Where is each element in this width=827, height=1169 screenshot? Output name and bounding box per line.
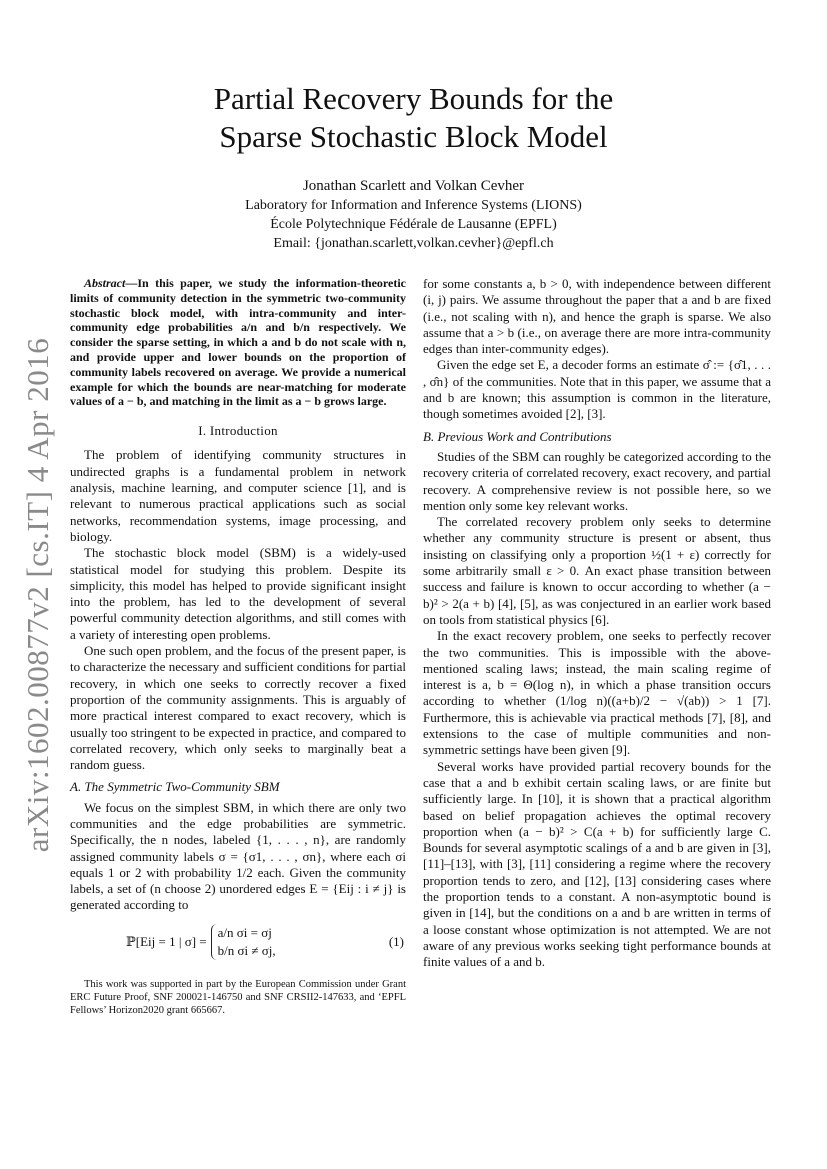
- author-block: [0, 177, 827, 253]
- intro-paragraph-2: The stochastic block model (SBM) is a widely-used statistical model for studying this problem. Despite its simplicity, this model has helped to provide significant insight into the problem, has led to the development of several powerful community detection algorithms, and still comes with a variety of interesting open problems.: [70, 545, 406, 642]
- intro-paragraph-3: One such open problem, and the focus of the present paper, is to characterize the necessary and sufficient conditions for partial recovery, in which one seeks to correctly recover a fixed proportion of the community assignments. This is arguably of more practical interest compared to exact recovery, which is usually too stringent to be expected in practice, and compared to correlated recovery, which only seeks to marginally beat a random guess.: [70, 643, 406, 773]
- equation-case-2: b/n σi ≠ σj,: [217, 942, 276, 958]
- title-line-1: Partial Recovery Bounds for the: [213, 81, 614, 116]
- intro-paragraph-1: The problem of identifying community structures in undirected graphs is a fundamental problem in network analysis, machine learning, and computer science [1], and is relevant to numerous practical applications such as social networks, recommendation systems, image processing, and biology.: [70, 447, 406, 544]
- equation-cases: [211, 924, 276, 960]
- affiliation-school: École Polytechnique Fédérale de Lausanne (EPFL): [270, 217, 557, 232]
- previous-work-paragraph-4: Several works have provided partial recovery bounds for the case that a and b exhibit certain scaling laws, or are finite but sufficiently large. In [10], it is shown that a practical algorithm based on belief propagation achieves the optimal recovery proportion when (a − b)² > C(a + b) for sufficiently large C. Bounds for several asymptotic scalings of a and b are given in [3], [11]–[13], with [3], [11] considering a regime where the recovery proportion tends to zero, and [12], [13] considering cases where the proportion tends to a constant. A non-asymptotic bound is given in [14], but the conditions on a and b are written in terms of a loose constant whose optimization is not attempted. We are not aware of any previous works seeking tight performance bounds at finite values of a and b.: [423, 758, 771, 970]
- paper-title: [0, 80, 827, 156]
- previous-work-paragraph-2: The correlated recovery problem only seeks to determine whether any community structure is present or absent, thus insisting on classifying only a proportion ½(1 + ε) correctly for some arbitrarily small ε > 0. An exact phase transition between success and failure is known to occur according to whether (a − b)² > 2(a + b) [4], [5], as was conjectured in an earlier work based on tools from statistical physics [6].: [423, 514, 771, 627]
- subsection-heading-previous-work: B. Previous Work and Contributions: [423, 428, 612, 444]
- sbm-paragraph: We focus on the simplest SBM, in which there are only two communities and the edge probabilities are symmetric. Specifically, the n nodes, labeled {1, . . . , n}, are randomly assigned community labels σ = {σ1, . . . , σn}, where each σi equals 1 or 2 with probability 1/2 each. Given the community labels, a set of (n choose 2) unordered edges E = {Eij : i ≠ j} is generated according to: [70, 799, 406, 913]
- previous-work-paragraph-3: In the exact recovery problem, one seeks to perfectly recover the two communities. This is impossible with the above-mentioned scaling laws; instead, the main scaling regime of interest is a, b = Θ(log n), in which a phase transition occurs according to whether (1/log n)((a+b)/2 − √(ab)) > 1 [7]. Furthermore, this is achievable via practical methods [7], [8], and extensions to the case of multiple communities and non-symmetric settings have been given [9].: [423, 628, 771, 758]
- model-paragraph-continued: for some constants a, b > 0, with independence between different (i, j) pairs. We assume throughout the paper that a and b are fixed (i.e., not scaling with n), and hence the graph is sparse. We also assume that a > b (i.e., on average there are more intra-community edges than inter-community edges).: [423, 276, 771, 357]
- title-line-2: Sparse Stochastic Block Model: [219, 119, 608, 154]
- equation-case-1: a/n σi = σj: [217, 924, 272, 940]
- left-column: [70, 276, 406, 1017]
- author-email: Email: {jonathan.scarlett,volkan.cevher}@epfl.ch: [273, 236, 554, 251]
- equation-number: (1): [388, 933, 404, 949]
- funding-footnote: This work was supported in part by the European Commission under Grant ERC Future Proof, SNF 200021-146750 and SNF CRSII2-147633, and ‘EPFL Fellows’ Horizon2020 grant 665667.: [70, 978, 406, 1016]
- author-names: Jonathan Scarlett and Volkan Cevher: [302, 178, 525, 194]
- previous-work-paragraph-1: Studies of the SBM can roughly be categorized according to the recovery criteria of correlated recovery, exact recovery, and partial recovery. A comprehensive review is not possible here, so we mention only some key relevant works.: [423, 448, 771, 513]
- equation-1: [70, 924, 406, 960]
- abstract: [70, 276, 406, 409]
- decoder-paragraph: Given the edge set E, a decoder forms an estimate σ̂ := {σ̂1, . . . , σ̂n} of the communities. Note that in this paper, we assume that a and b are known; this assumption is common in the literature, though sometimes avoided [2], [3].: [423, 357, 771, 422]
- equation-lhs: ℙ[Eij = 1 | σ] =: [126, 933, 207, 949]
- abstract-text: —In this paper, we study the information-theoretic limits of community detection in the symmetric two-community stochastic block model, with intra-community and inter-community edge probabilities a/n and b/n respectively. We consider the sparse setting, in which a and b do not scale with n, and provide upper and lower bounds on the proportion of community labels recovered on average. We provide a numerical example for which the bounds are near-matching for moderate values of a − b, and matching in the limit as a − b grows large.: [70, 276, 406, 409]
- section-heading-introduction: I. Introduction: [198, 423, 278, 439]
- subsection-heading-sbm: A. The Symmetric Two-Community SBM: [70, 779, 280, 795]
- arxiv-sidebar-stamp: [8, 270, 68, 920]
- arxiv-identifier: arXiv:1602.00877v2 [cs.IT] 4 Apr 2016: [20, 337, 55, 853]
- right-column: [423, 276, 771, 970]
- abstract-label: Abstract: [84, 276, 126, 290]
- affiliation-lab: Laboratory for Information and Inference Systems (LIONS): [245, 198, 582, 213]
